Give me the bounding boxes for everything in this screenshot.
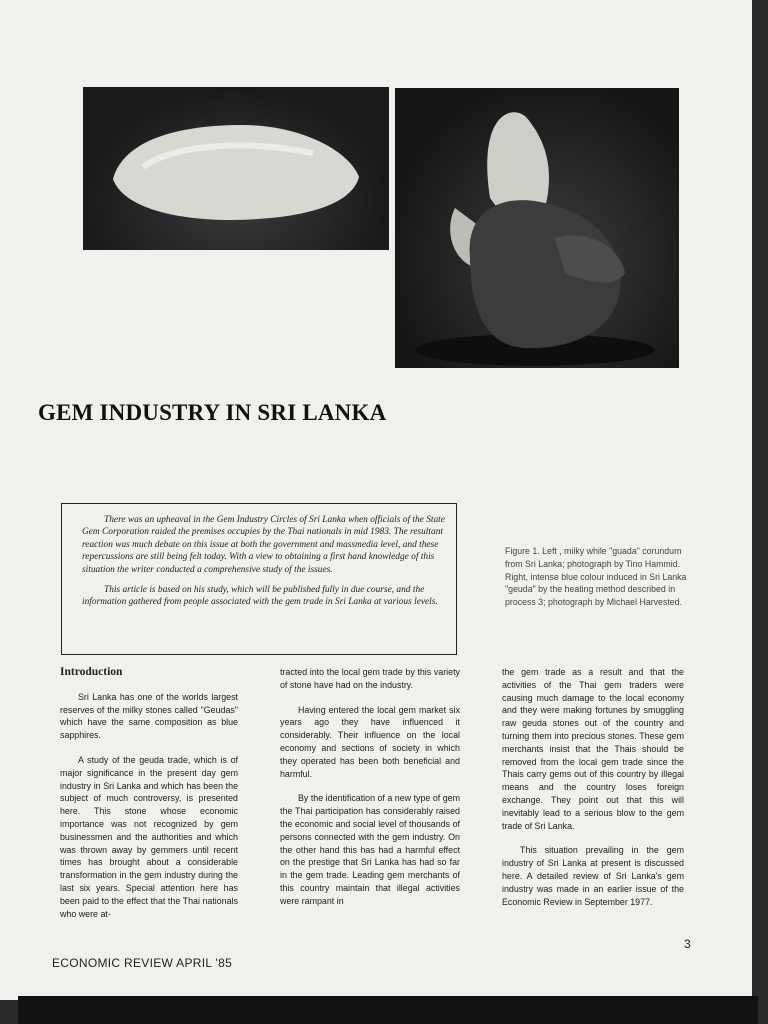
body-paragraph: the gem trade as a result and that the activities of the Thai gem traders were causing much damage to the local economy and they were making fortunes by smuggling raw geuda stones out of the country and turning them into precious stones. These gem merchants insist that the Thais should be removed from the local gem trade since the Thais carry gems out of this country by illegal means and the country loses foreign exchange. They point out that this will inevitably lead to a serious blow to the gem trade of Sri Lanka. [502,667,684,831]
page-number: 3 [684,937,691,951]
body-paragraph: By the identification of a new type of gem the Thai participation has considerably raised the economic and social level of thousands of persons connected with the gem industry. On the other hand this has had a harmful effect on the prestige that Sri Lanka has had so far in the gem trade. Leading gem merchants of this country maintain that illegal activities were rampant in [280,793,460,906]
body-paragraph: A study of the geuda trade, which is of major significance in the present day gem industry in Sri Lanka and which has been the subject of much controversy, is presented here. This stone whose economic importance was not recognized by gem businessmen and the authorities and which was thrown away by gemmers until recent times has brought about a considerable transformation in the gem industry during the last six years. Special attention here has been paid to the effect that the Thai nationals who were at- [60,754,238,919]
abstract-paragraph: This article is based on his study, which will be published fully in due course, and the information gathered from people associated with the gem trade in Sri Lanka at various levels. [82,585,438,608]
body-paragraph: This situation prevailing in the gem industry of Sri Lanka at present is discussed here. A detailed review of Sri Lanka's gem industry was made in an earlier issue of the Economic Review in September 1977. [502,845,684,907]
abstract-box [61,503,457,655]
section-heading: Introduction [60,666,123,678]
scan-shadow [18,996,758,1024]
body-paragraph: tracted into the local gem trade by this variety of stone have had on the industry. [280,667,460,690]
body-paragraph: Sri Lanka has one of the worlds largest reserves of the milky stones called "Geudas" which have the same composition as blue sapphires. [60,691,238,741]
blue-geuda-photo [395,88,679,368]
body-paragraph: Having entered the local gem market six years ago they have influenced it considerably. Their influence on the local economy and sections of society in which they operated has been both beneficial and harmful. [280,704,460,779]
article-column-3 [502,666,684,920]
milky-geuda-photo [83,87,389,250]
abstract-paragraph: There was an upheaval in the Gem Industry Circles of Sri Lanka when officials of the State Gem Corporation raided the premises occupies by the Thai nationals in mid 1983. The resultant reaction was much debate on this issue at both the government and massmedia level, and these repercussions are still being felt today. With a view to obtaining a first hand knowledge of this situation the writer conducted a comprehensive study of the issues. [82,515,445,575]
article-column-1 [60,666,238,932]
article-column-2 [280,666,460,920]
figure-caption: Figure 1. Left , milky while "guada" corundum from Sri Lanka; photograph by Tino Hammid. Right, intense blue colour induced in Sri Lanka "geuda" by the heating method described in process 3; photograph by Michael Harvested. [505,546,687,608]
article-title: GEM INDUSTRY IN SRI LANKA [38,400,387,425]
publication-footer: ECONOMIC REVIEW APRIL '85 [52,956,233,970]
